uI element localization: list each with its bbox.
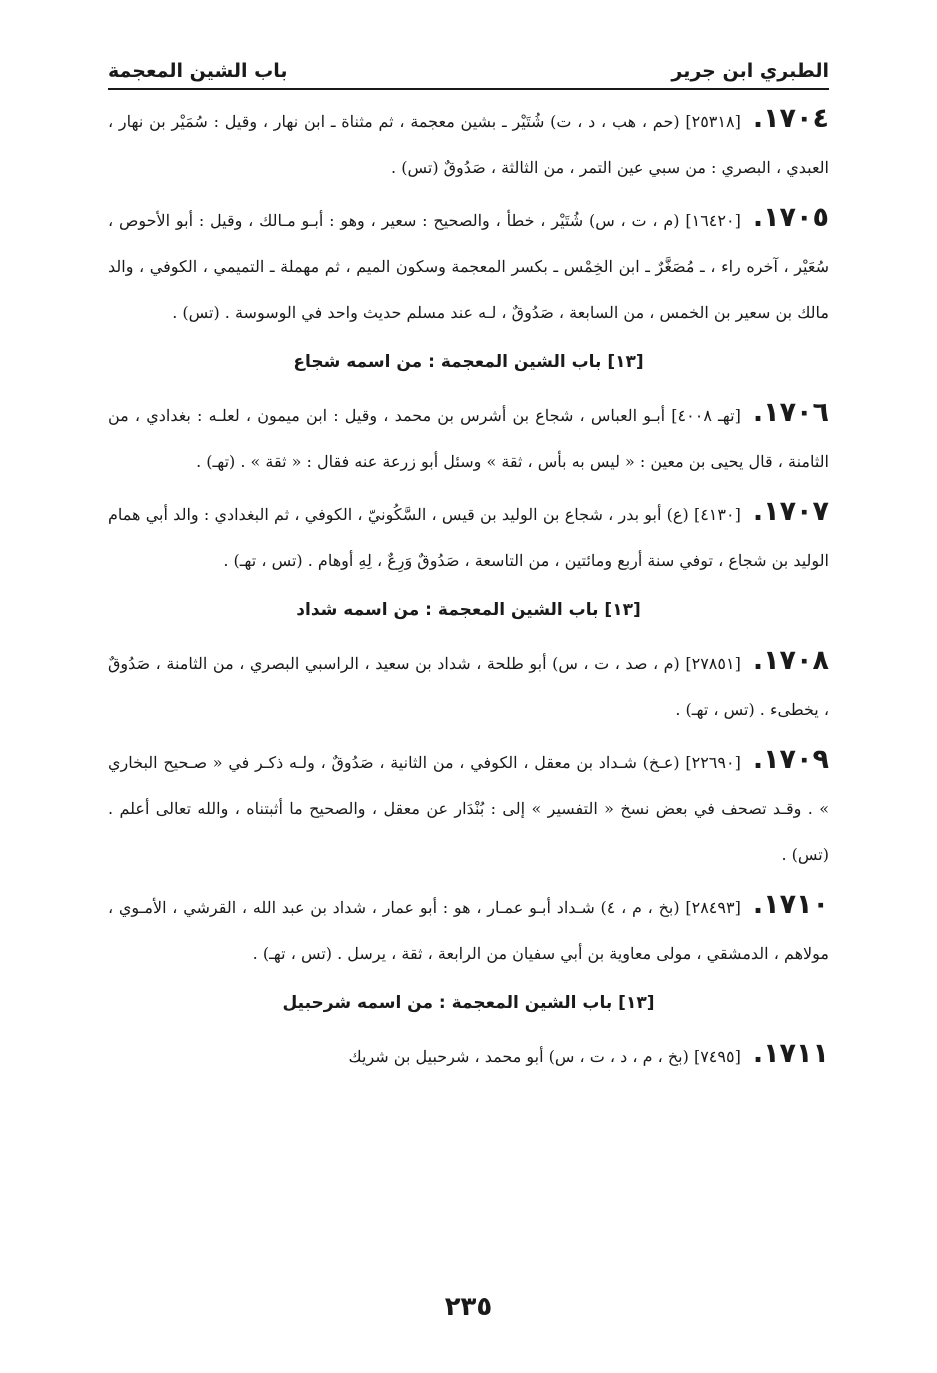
entry-number: ١٧٠٧.	[752, 496, 830, 527]
running-head	[108, 42, 829, 90]
entry-text: [٢٢٦٩٠] (عـخ) شـداد بن معقل ، الكوفي ، من الثانية ، صَدُوقٌ ، ولـه ذكـر في « صـحيح البخاري » . وقـد تصحف في بعض نسخ « التفسير » إلى : بُنْدَار عن معقل ، والصحيح ما أثبتناه ، والله تعالى أعلم . (تس) .	[108, 753, 829, 864]
entry-text: [٢٨٤٩٣] (بخ ، م ، ٤) شـداد أبـو عمـار ، هو : أبو عمار ، شداد بن عبد الله ، القرشي ، الأمـوي ، مولاهم ، الدمشقي ، مولى معاوية بن أبي سفيان من الرابعة ، ثقة ، يرسل . (تس ، تهـ) .	[108, 898, 829, 963]
entry-text: [٢٧٨٥١] (م ، صد ، ت ، س) أبو طلحة ، شداد بن سعيد ، الراسبي البصري ، من الثامنة ، صَدُوقٌ ، يخطىء . (تس ، تهـ) .	[108, 654, 829, 719]
section-heading: [١٣] باب الشين المعجمة : من اسمه شداد	[296, 600, 641, 620]
page-body	[108, 96, 829, 1084]
entry-text: [١٦٤٢٠] (م ، ت ، س) شُتَيْر ، خطأ ، والصحيح : سعير ، وهو : أبـو مـالك ، وقيل : أبو الأحوص ، سُعَيْر ، آخره راء ، ـ مُصَغَّرٌ ـ ابن الخِمْس ـ بكسر المعجمة وسكون الميم ، ثم مهملة ـ التميمي ، الكوفي ، والد مالك بن سعير بن الخمس ، من السابعة ، صَدُوقٌ ، لـه عند مسلم حديث واحد في الوسوسة . (تس) .	[108, 211, 830, 322]
biography-entry	[108, 195, 829, 336]
entry-number: ١٧٠٩.	[752, 744, 829, 775]
entry-text: [٤١٣٠] (ع) أبو بدر ، شجاع بن الوليد بن قيس ، السَّكُونيّ ، الكوفي ، ثم البغدادي : والد أبي همام الوليد بن شجاع ، توفي سنة أربع ومائتين ، من التاسعة ، صَدُوقٌ وَرِعٌ ، لِهِ أوهام . (تس ، تهـ) .	[108, 505, 829, 570]
biography-entry	[108, 96, 829, 191]
entry-text: [٧٤٩٥] (بخ ، م ، د ، ت ، س) أبو محمد ، شرحبيل بن شريك	[348, 1047, 741, 1066]
entry-number: ١٧٠٨.	[752, 645, 829, 676]
section-heading: [١٣] باب الشين المعجمة : من اسمه شجاع	[293, 352, 644, 372]
entry-number: ١٧١٠.	[752, 889, 830, 920]
entry-number: ١٧١١.	[752, 1038, 829, 1069]
entry-text: [٢٥٣١٨] (حم ، هب ، د ، ت) شُتَيْر ـ بشين معجمة ، ثم مثناة ـ ابن نهار ، وقيل : سُمَيْر بن نهار ، العبدي ، البصري : من سبي عين التمر ، من الثالثة ، صَدُوقٌ (تس) .	[108, 112, 829, 177]
section-heading: [١٣] باب الشين المعجمة : من اسمه شرحبيل	[282, 993, 655, 1013]
biography-entry	[108, 638, 829, 733]
entry-number: ١٧٠٥.	[752, 202, 829, 233]
biography-entry	[108, 882, 829, 977]
page-number: ٢٣٥	[444, 1292, 493, 1322]
entry-number: ١٧٠٦.	[752, 397, 830, 428]
running-head-chapter-title: باب الشين المعجمة	[108, 60, 288, 82]
running-head-book-title: الطبري ابن جرير	[671, 60, 829, 82]
biography-entry	[108, 489, 829, 584]
biography-entry	[108, 1031, 829, 1080]
entry-text: [تهـ ٤٠٠٨] أبـو العباس ، شجاع بن أشرس بن محمد ، وقيل : ابن ميمون ، لعلـه : بغدادي ، من الثامنة ، قال يحيى بن معين : « ليس به بأس ، ثقة » وسئل أبو زرعة عنه فقال : « ثقة » . (تهـ) .	[108, 406, 829, 471]
biography-entry	[108, 390, 829, 485]
biography-entry	[108, 737, 829, 878]
entry-number: ١٧٠٤.	[752, 103, 829, 134]
